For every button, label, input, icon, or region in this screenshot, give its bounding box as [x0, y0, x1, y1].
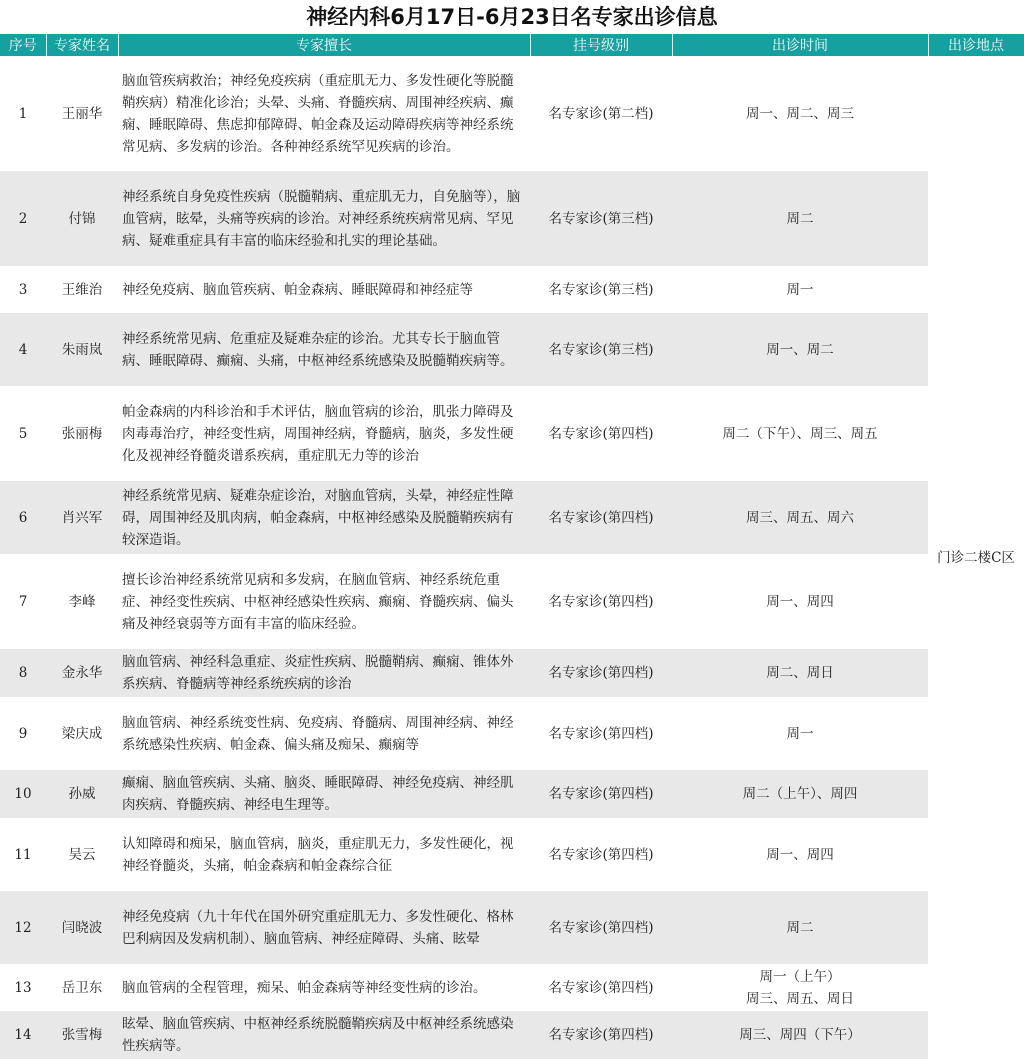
row-number: 14 — [0, 1011, 46, 1059]
table-body — [0, 56, 1024, 1059]
clinic-time: 周二（上午）、周四 — [672, 770, 928, 818]
expert-name: 王维治 — [61, 281, 103, 298]
clinic-time: 周一、周四 — [766, 846, 834, 863]
clinic-time: 周三、周五、周六 — [672, 481, 928, 554]
clinic-time: 周一 — [786, 281, 814, 298]
clinic-time: 周一 — [786, 725, 814, 742]
expert-specialty: 脑血管疾病救治；神经免疫疾病（重症肌无力、多发性硬化等脱髓鞘疾病）精准化诊治；头晕、头痛、脊髓疾病、周围神经疾病、癫痫、睡眠障碍、焦虑抑郁障碍、帕金森及运动障碍疾病等神经系统常见病、多发病的诊治。各种神经系统罕见疾病的诊治。 — [122, 72, 514, 155]
table-row — [0, 964, 1024, 1011]
table-row — [0, 554, 1024, 649]
header-time: 出诊时间 — [672, 34, 928, 56]
expert-specialty: 脑血管病、神经系统变性病、免疫病、脊髓病、周围神经病、神经系统感染性疾病、帕金森、偏头痛及痴呆、癫痫等 — [122, 714, 514, 753]
expert-specialty: 神经系统常见病、疑难杂症诊治，对脑血管病，头晕，神经症性障碍，周围神经及肌肉病，帕金森病，中枢神经感染及脱髓鞘疾病有较深造诣。 — [118, 481, 530, 554]
row-number: 7 — [18, 593, 28, 610]
expert-name: 李峰 — [68, 593, 96, 610]
expert-name: 王丽华 — [61, 105, 103, 122]
clinic-time: 周二 — [672, 171, 928, 266]
table-row — [0, 313, 1024, 386]
clinic-time: 周三、周四（下午） — [672, 1011, 928, 1059]
expert-specialty: 神经系统常见病、危重症及疑难杂症的诊治。尤其专长于脑血管病、睡眠障碍、癫痫、头痛，中枢神经系统感染及脱髓鞘疾病等。 — [118, 313, 530, 386]
expert-specialty: 神经免疫病（九十年代在国外研究重症肌无力、多发性硬化、格林巴利病因及发病机制）、脑血管病、神经症障碍、头痛、眩晕 — [118, 891, 530, 964]
expert-name: 朱雨岚 — [46, 313, 118, 386]
expert-specialty: 神经系统自身免疫性疾病（脱髓鞘病、重症肌无力，自免脑等），脑血管病，眩晕，头痛等疾病的诊治。对神经系统疾病常见病、罕见病、疑难重症具有丰富的临床经验和扎实的理论基础。 — [118, 171, 530, 266]
expert-name: 吴云 — [68, 846, 96, 863]
registration-level: 名专家诊(第四档) — [530, 891, 672, 964]
table-header-row — [0, 34, 1024, 56]
registration-level: 名专家诊(第三档) — [548, 281, 654, 298]
clinic-location: 门诊二楼C区 — [928, 56, 1024, 1059]
expert-name: 付锦 — [46, 171, 118, 266]
row-number: 2 — [0, 171, 46, 266]
table-row — [0, 386, 1024, 481]
row-number: 12 — [0, 891, 46, 964]
expert-specialty: 神经免疫病、脑血管疾病、帕金森病、睡眠障碍和神经症等 — [122, 281, 473, 298]
clinic-time: 周二 — [672, 891, 928, 964]
registration-level: 名专家诊(第二档) — [548, 105, 654, 122]
table-row — [0, 1011, 1024, 1059]
registration-level: 名专家诊(第四档) — [530, 1011, 672, 1059]
expert-name: 孙威 — [46, 770, 118, 818]
expert-specialty: 擅长诊治神经系统常见病和多发病，在脑血管病、神经系统危重症、神经变性疾病、中枢神经感染性疾病、癫痫、脊髓疾病、偏头痛及神经衰弱等方面有丰富的临床经验。 — [122, 571, 514, 632]
expert-specialty: 眩晕、脑血管疾病、中枢神经系统脱髓鞘疾病及中枢神经系统感染性疾病等。 — [118, 1011, 530, 1059]
row-number: 5 — [18, 425, 28, 442]
registration-level: 名专家诊(第四档) — [548, 593, 654, 610]
expert-name: 岳卫东 — [61, 979, 103, 996]
row-number: 3 — [18, 281, 28, 298]
table-row — [0, 697, 1024, 770]
header-name: 专家姓名 — [46, 34, 118, 56]
expert-schedule-table — [0, 34, 1024, 1059]
row-number: 9 — [18, 725, 28, 742]
table-row — [0, 266, 1024, 313]
row-number: 4 — [0, 313, 46, 386]
registration-level: 名专家诊(第四档) — [548, 979, 654, 996]
page-title: 神经内科6月17日-6月23日名专家出诊信息 — [306, 5, 718, 29]
clinic-time: 周一、周二、周三 — [746, 105, 854, 122]
row-number: 1 — [18, 105, 28, 122]
row-number: 10 — [0, 770, 46, 818]
table-row — [0, 649, 1024, 697]
row-number: 13 — [14, 979, 32, 996]
expert-name: 张丽梅 — [61, 425, 103, 442]
header-location: 出诊地点 — [928, 34, 1024, 56]
expert-specialty: 帕金森病的内科诊治和手术评估，脑血管病的诊治，肌张力障碍及肉毒毒治疗，神经变性病，周围神经病，脊髓病，脑炎，多发性硬化及视神经脊髓炎谱系疾病，重症肌无力等的诊治 — [122, 403, 514, 464]
expert-specialty: 脑血管病、神经科急重症、炎症性疾病、脱髓鞘病、癫痫、锥体外系疾病、脊髓病等神经系统疾病的诊治 — [118, 649, 530, 697]
registration-level: 名专家诊(第四档) — [530, 770, 672, 818]
registration-level: 名专家诊(第四档) — [530, 481, 672, 554]
row-number: 6 — [0, 481, 46, 554]
registration-level: 名专家诊(第四档) — [548, 425, 654, 442]
registration-level: 名专家诊(第三档) — [530, 313, 672, 386]
registration-level: 名专家诊(第三档) — [530, 171, 672, 266]
clinic-time: 周二、周日 — [672, 649, 928, 697]
clinic-time: 周二（下午）、周三、周五 — [722, 425, 878, 442]
table-row — [0, 770, 1024, 818]
table-row — [0, 481, 1024, 554]
expert-name: 闫晓波 — [46, 891, 118, 964]
expert-specialty: 癫痫、脑血管疾病、头痛、脑炎、睡眠障碍、神经免疫病、神经肌肉疾病、脊髓疾病、神经电生理等。 — [118, 770, 530, 818]
table-row — [0, 818, 1024, 891]
registration-level: 名专家诊(第四档) — [530, 649, 672, 697]
registration-level: 名专家诊(第四档) — [548, 725, 654, 742]
header-level: 挂号级别 — [530, 34, 672, 56]
row-number: 8 — [0, 649, 46, 697]
clinic-time: 周一（上午） 周三、周五、周日 — [746, 968, 854, 1007]
clinic-time: 周一、周四 — [766, 593, 834, 610]
expert-specialty: 认知障碍和痴呆，脑血管病，脑炎，重症肌无力，多发性硬化，视神经脊髓炎，头痛，帕金森病和帕金森综合征 — [122, 835, 514, 874]
expert-specialty: 脑血管病的全程管理，痴呆、帕金森病等神经变性病的诊治。 — [122, 979, 487, 996]
expert-name: 张雪梅 — [46, 1011, 118, 1059]
clinic-time: 周一、周二 — [672, 313, 928, 386]
table-row — [0, 171, 1024, 266]
header-specialty: 专家擅长 — [118, 34, 530, 56]
expert-name: 金永华 — [46, 649, 118, 697]
registration-level: 名专家诊(第四档) — [548, 846, 654, 863]
row-number: 11 — [14, 846, 32, 863]
expert-name: 肖兴军 — [46, 481, 118, 554]
table-row — [0, 891, 1024, 964]
header-no: 序号 — [0, 34, 46, 56]
expert-name: 梁庆成 — [61, 725, 103, 742]
table-row — [0, 56, 1024, 171]
